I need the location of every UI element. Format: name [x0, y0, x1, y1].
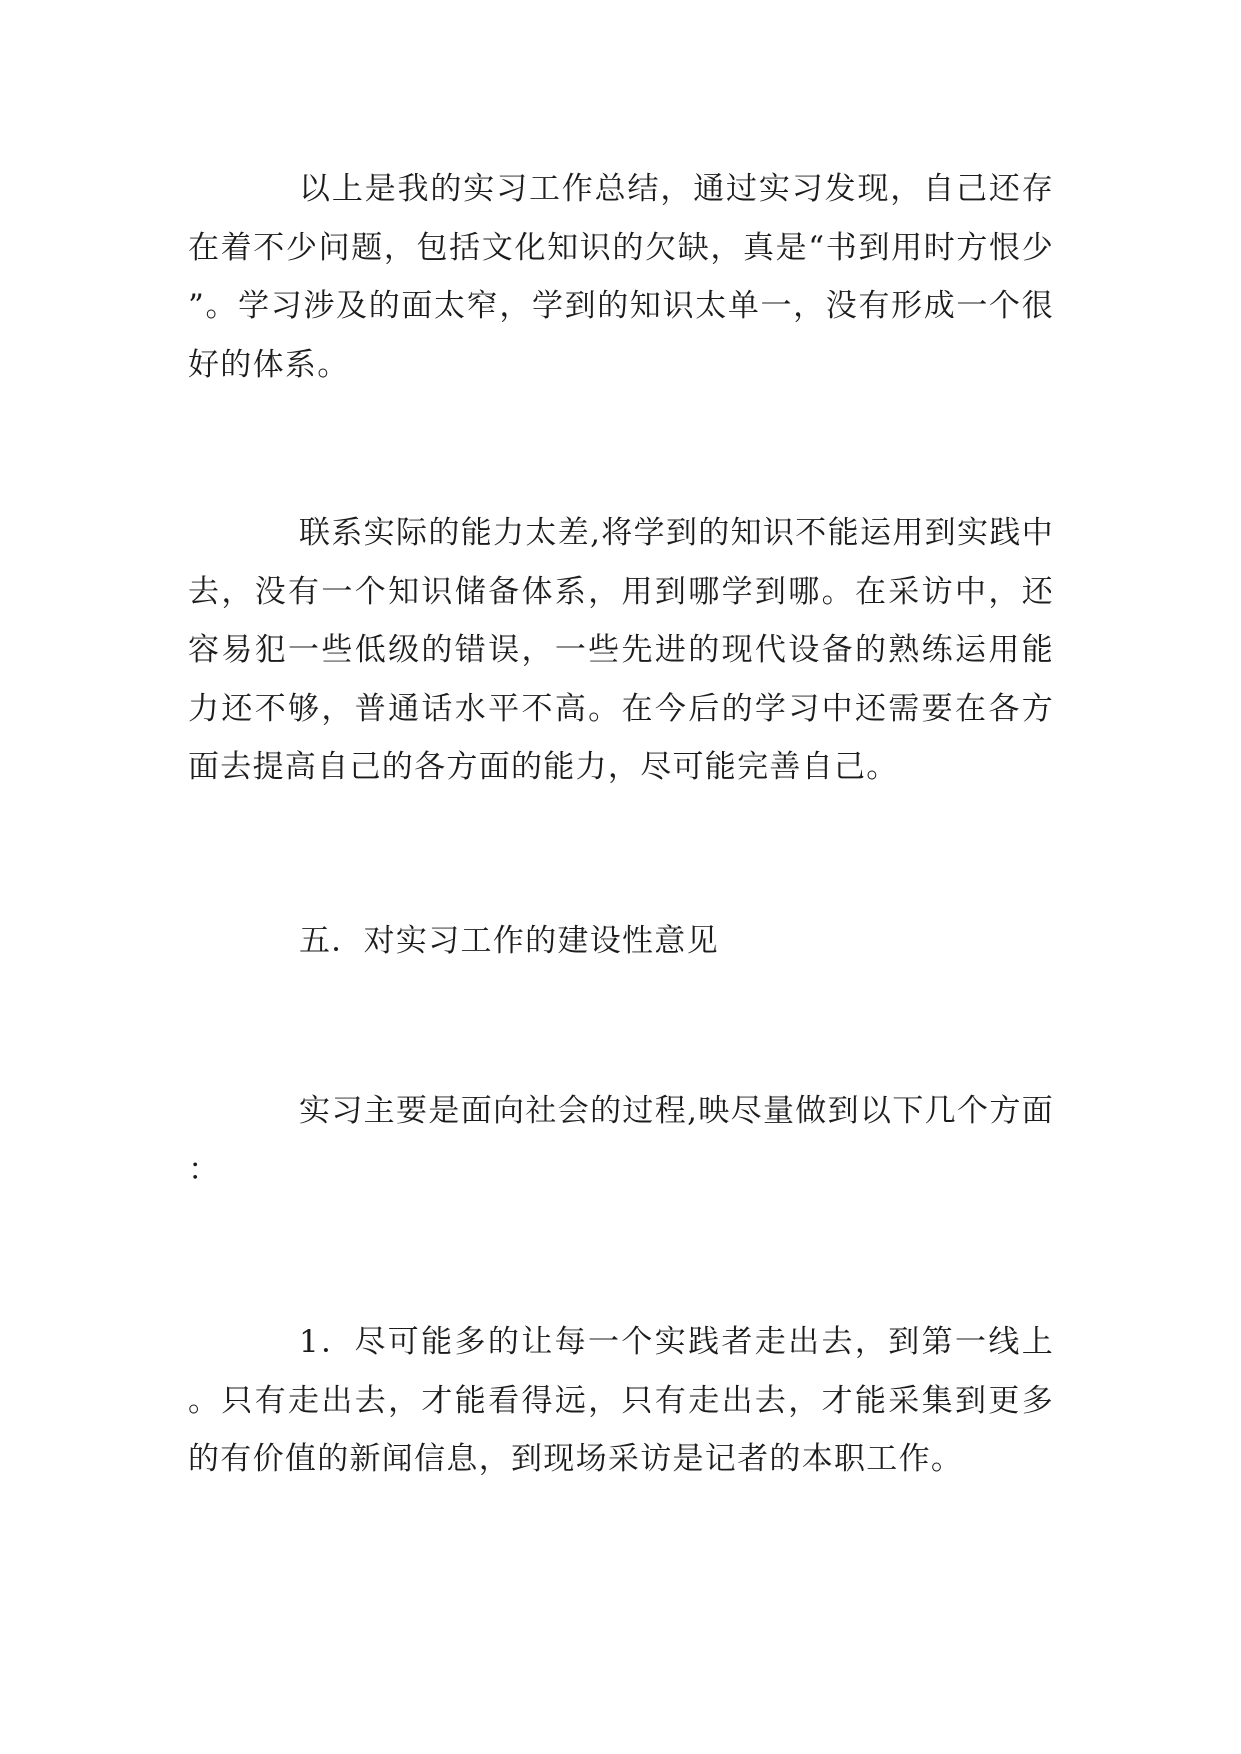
- paragraph-summary: 以上是我的实习工作总结，通过实习发现，自己还存在着不少问题，包括文化知识的欠缺，真是“书到用时方恨少”。学习涉及的面太窄，学到的知识太单一，没有形成一个很好的体系。: [188, 171, 1054, 383]
- list-item-1: 1．尽可能多的让每一个实践者走出去，到第一线上。只有走出去，才能看得远，只有走出去，才能采集到更多的有价值的新闻信息，到现场采访是记者的本职工作。: [188, 1324, 1054, 1477]
- section-heading: 五．对实习工作的建设性意见: [299, 923, 719, 959]
- paragraph-shortcomings: 联系实际的能力太差,将学到的知识不能运用到实践中去，没有一个知识储备体系，用到哪学到哪。在采访中，还容易犯一些低级的错误，一些先进的现代设备的熟练运用能力还不够，普通话水平不高。在今后的学习中还需要在各方面去提高自己的各方面的能力，尽可能完善自己。: [188, 515, 1054, 785]
- paragraph-intro: 实习主要是面向社会的过程,映尽量做到以下几个方面：: [188, 1093, 1054, 1188]
